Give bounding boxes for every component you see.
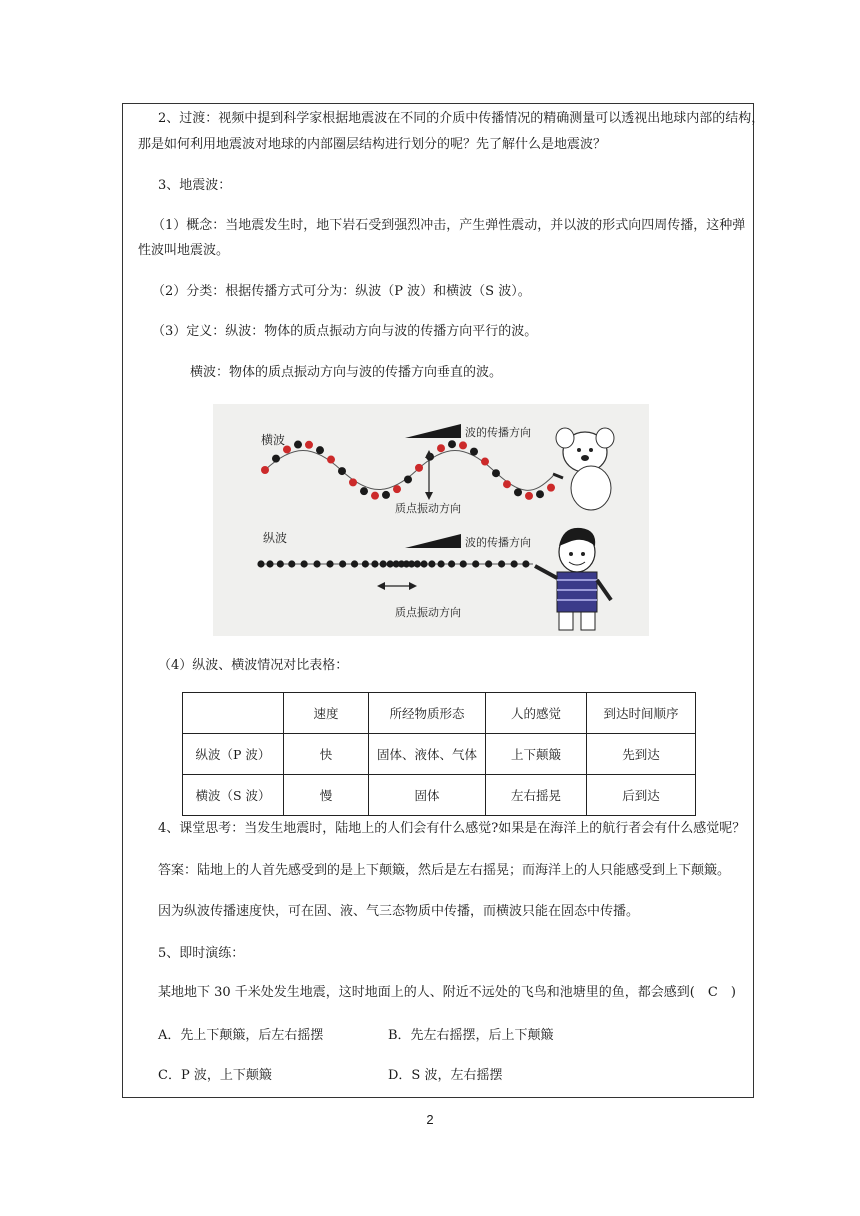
paragraph-classroom-thinking: 4、课堂思考：当发生地震时，陆地上的人们会有什么感觉?如果是在海洋上的航行者会有什么感觉呢？: [158, 821, 746, 836]
transverse-bead: [360, 487, 368, 495]
transverse-bead: [294, 441, 302, 449]
table-cell: 先到达: [587, 734, 696, 775]
table-cell: 慢: [284, 775, 369, 816]
longitudinal-bead: [351, 560, 358, 567]
vibration-label-bottom: 质点振动方向: [395, 606, 461, 619]
transverse-bead: [305, 441, 313, 449]
transverse-bead: [415, 464, 423, 472]
table-cell: 固体: [369, 775, 486, 816]
table-row: [183, 775, 696, 816]
paragraph-transition-cont: 那是如何利用地震波对地球的内部圈层结构进行划分的呢？先了解什么是地震波？: [138, 137, 607, 152]
longitudinal-bead: [371, 560, 378, 567]
longitudinal-bead: [420, 560, 427, 567]
transverse-bead: [536, 490, 544, 498]
longitudinal-bead: [288, 560, 295, 567]
longitudinal-bead: [339, 560, 346, 567]
heading-practice: 5、即时演练：: [158, 946, 245, 961]
longitudinal-bead: [438, 560, 445, 567]
longitudinal-bead: [326, 560, 333, 567]
propagation-arrow-top-icon: [405, 424, 461, 438]
table-header-cell: [183, 693, 284, 734]
table-header-cell: 人的感觉: [486, 693, 587, 734]
transverse-bead: [525, 492, 533, 500]
transverse-bead: [316, 446, 324, 454]
paragraph-question: 某地地下 30 千米处发生地震，这时地面上的人、附近不远处的飞鸟和池塘里的鱼，都会感到( C ): [158, 985, 736, 1000]
transverse-bead: [261, 466, 269, 474]
paragraph-concept: （1）概念：当地震发生时，地下岩石受到强烈冲击，产生弹性震动，并以波的形式向四周传播，这种弹: [152, 218, 746, 233]
longitudinal-bead: [313, 560, 320, 567]
transverse-bead: [503, 480, 511, 488]
paragraph-answer: 答案：陆地上的人首先感受到的是上下颠簸，然后是左右摇晃；而海洋上的人只能感受到上下颠簸。: [158, 863, 731, 878]
paragraph-comparison-title: （4）纵波、横波情况对比表格：: [158, 658, 349, 673]
page-number: 2: [426, 1112, 434, 1127]
longitudinal-bead: [277, 560, 284, 567]
transverse-bead: [338, 467, 346, 475]
longitudinal-bead: [257, 560, 264, 567]
vibration-label-top: 质点振动方向: [395, 502, 461, 515]
longitudinal-bead: [460, 560, 467, 567]
longitudinal-bead: [428, 560, 435, 567]
transverse-wave-label: 横波: [261, 433, 286, 447]
longitudinal-bead: [522, 560, 529, 567]
transverse-bead: [349, 478, 357, 486]
longitudinal-bead: [362, 560, 369, 567]
transverse-bead: [371, 492, 379, 500]
table-cell: 快: [284, 734, 369, 775]
transverse-bead: [459, 441, 467, 449]
option-b: B．先左右摇摆，后上下颠簸: [388, 1028, 554, 1043]
longitudinal-bead: [485, 560, 492, 567]
longitudinal-bead: [380, 560, 387, 567]
transverse-bead: [382, 491, 390, 499]
transverse-bead: [437, 444, 445, 452]
transverse-bead: [470, 448, 478, 456]
longitudinal-bead: [266, 560, 273, 567]
paragraph-reason: 因为纵波传播速度快，可在固、液、气三态物质中传播，而横波只能在固态中传播。: [158, 904, 640, 919]
propagation-label-top: 波的传播方向: [465, 426, 531, 439]
longitudinal-bead: [301, 560, 308, 567]
table-header-cell: 速度: [284, 693, 369, 734]
transverse-bead: [448, 440, 456, 448]
paragraph-definition-longitudinal: （3）定义：纵波：物体的质点振动方向与波的传播方向平行的波。: [152, 324, 538, 339]
table-cell: 后到达: [587, 775, 696, 816]
propagation-arrow-bottom-icon: [405, 534, 461, 548]
option-c: C．P 波，上下颠簸: [158, 1068, 272, 1083]
koala-character-icon: [553, 428, 614, 510]
table-cell: 纵波（P 波）: [183, 734, 284, 775]
boy-character-icon: [535, 528, 611, 630]
table-cell: 横波（S 波）: [183, 775, 284, 816]
transverse-bead: [272, 455, 280, 463]
transverse-bead: [283, 445, 291, 453]
propagation-label-bottom: 波的传播方向: [465, 536, 531, 549]
transverse-bead: [393, 485, 401, 493]
transverse-bead: [404, 475, 412, 483]
table-cell: 左右摇晃: [486, 775, 587, 816]
longitudinal-bead: [498, 560, 505, 567]
table-header-cell: 到达时间顺序: [587, 693, 696, 734]
longitudinal-bead: [414, 560, 421, 567]
transverse-bead: [547, 484, 555, 492]
paragraph-definition-transverse: 横波：物体的质点振动方向与波的传播方向垂直的波。: [190, 365, 503, 380]
comparison-table: [182, 692, 696, 816]
longitudinal-bead: [511, 560, 518, 567]
option-a: A．先上下颠簸，后左右摇摆: [158, 1028, 324, 1043]
option-d: D．S 波，左右摇摆: [388, 1068, 503, 1083]
table-cell: 上下颠簸: [486, 734, 587, 775]
table-header-cell: 所经物质形态: [369, 693, 486, 734]
paragraph-transition: 2、过渡：视频中提到科学家根据地震波在不同的介质中传播情况的精确测量可以透视出地球内部的结构，: [158, 111, 765, 126]
table-row: [183, 734, 696, 775]
heading-seismic-wave: 3、地震波：: [158, 178, 232, 193]
longitudinal-bead: [472, 560, 479, 567]
transverse-bead: [327, 456, 335, 464]
transverse-bead: [481, 458, 489, 466]
paragraph-classification: （2）分类：根据传播方式可分为：纵波（P 波）和横波（S 波）。: [152, 284, 531, 299]
wave-illustration: [213, 404, 649, 636]
transverse-bead: [514, 488, 522, 496]
table-header-row: [183, 693, 696, 734]
paragraph-concept-cont: 性波叫地震波。: [138, 243, 230, 258]
table-cell: 固体、液体、气体: [369, 734, 486, 775]
transverse-bead: [492, 469, 500, 477]
longitudinal-bead: [448, 560, 455, 567]
longitudinal-wave-label: 纵波: [263, 531, 288, 545]
